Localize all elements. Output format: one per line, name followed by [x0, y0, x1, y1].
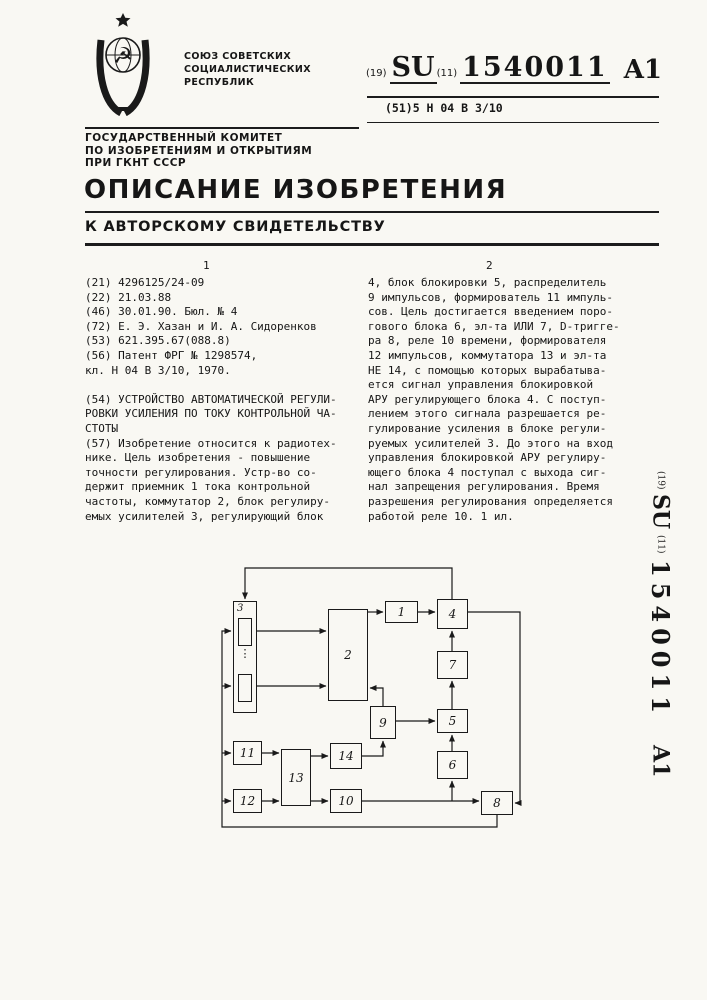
ipc-class: (51)5 H 04 B 3/10	[385, 101, 503, 115]
block-label: 3	[237, 603, 244, 614]
code-19-label: (19)	[366, 68, 387, 79]
ellipsis-dots: ⋮	[239, 647, 251, 660]
document-kind-code: A1	[623, 55, 662, 85]
star-icon	[116, 13, 131, 27]
title-rule	[85, 211, 659, 213]
side-code-11: (11)	[655, 534, 666, 554]
document-id-row	[366, 54, 662, 84]
side-su: SU	[647, 494, 674, 530]
amplifier-cell-box	[238, 618, 252, 646]
side-code-19: (19)	[655, 471, 666, 490]
diagram-block-4: 4	[437, 599, 468, 629]
figure-diagram	[200, 556, 560, 848]
column-marker-left: 1	[203, 259, 210, 272]
document-number: 1540011	[462, 52, 608, 83]
diagram-block-13: 13	[281, 749, 311, 806]
document-title: ОПИСАНИЕ ИЗОБРЕТЕНИЯ	[84, 175, 508, 205]
subtitle-rule	[85, 243, 659, 246]
committee-name: ГОСУДАРСТВЕННЫЙ КОМИТЕТ ПО ИЗОБРЕТЕНИЯМ И ОТКРЫТИЯМ ПРИ ГКНТ СССР	[85, 132, 313, 169]
diagram-block-2: 2	[328, 609, 368, 701]
column-marker-right: 2	[486, 259, 493, 272]
side-number: 1540011	[646, 560, 675, 719]
hammer-and-sickle-icon: ☭	[113, 44, 133, 69]
abstract-text: 4, блок блокировки 5, распределитель 9 импульсов, формирователь 11 импуль- сов. Цель достигается введением поро- гового блока 6, эл-та ИЛИ 7, D-тригге- ра 8, реле 10 времени, формирователя 12 импульсов, коммутатора 13 и эл-та НЕ 14, с помощью которых вырабатыва- ется сигнал управления блокировкой АРУ регулирующего блока 4. С поступ- лением этого сигнала разрешается ре- гулирование усиления в блоке регули- руемых усилителей 3. До этого на вход управления блокировкой АРУ регулиру- ющего блока 4 поступал с выхода сиг- нал запрещения регулирования. Время разрешения регулирования определяется работой реле 10. 1 ил.	[368, 276, 620, 523]
diagram-block-8: 8	[481, 791, 513, 815]
document-subtitle: К АВТОРСКОМУ СВИДЕТЕЛЬСТВУ	[85, 219, 386, 235]
diagram-block-3	[233, 601, 257, 713]
code-11-label: (11)	[436, 68, 458, 79]
union-name: СОЮЗ СОВЕТСКИХ СОЦИАЛИСТИЧЕСКИХ РЕСПУБЛИК	[184, 51, 311, 88]
ussr-coat-of-arms	[92, 12, 154, 116]
side-document-id	[646, 468, 675, 828]
diagram-block-14: 14	[330, 743, 362, 769]
diagram-block-11: 11	[233, 741, 262, 765]
diagram-block-7: 7	[437, 651, 468, 679]
committee-rule	[85, 127, 359, 129]
bibliographic-text: (21) 4296125/24-09 (22) 21.03.88 (46) 30.01.90. Бюл. № 4 (72) Е. Э. Хазан и И. А. Сидоренков (53) 621.395.67(088.8) (56) Патент ФРГ № 1298574, кл. H 04 B 3/10, 1970. (54) УСТРОЙСТВО АВТОМАТИЧЕСКОЙ РЕГУЛИ- РОВКИ УСИЛЕНИЯ ПО ТОКУ КОНТРОЛЬНОЙ ЧА- СТОТЫ (57) Изобретение относится к радиотех- нике. Цель изобретения - повышение точности регулирования. Устр-во со- держит приемник 1 тока контрольной частоты, коммутатор 2, блок регулиру- емых усилителей 3, регулирующий блок	[85, 276, 337, 523]
diagram-block-10: 10	[330, 789, 362, 813]
diagram-block-6: 6	[437, 751, 468, 779]
diagram-block-5: 5	[437, 709, 468, 733]
diagram-block-9: 9	[370, 706, 396, 739]
ipc-rule	[367, 122, 659, 123]
diagram-block-12: 12	[233, 789, 262, 813]
side-kind: A1	[647, 744, 674, 778]
su-country-code: SU	[391, 52, 435, 83]
amplifier-cell-box	[238, 674, 252, 702]
diagram-block-1: 1	[385, 601, 418, 623]
header-rule-right	[367, 96, 659, 98]
